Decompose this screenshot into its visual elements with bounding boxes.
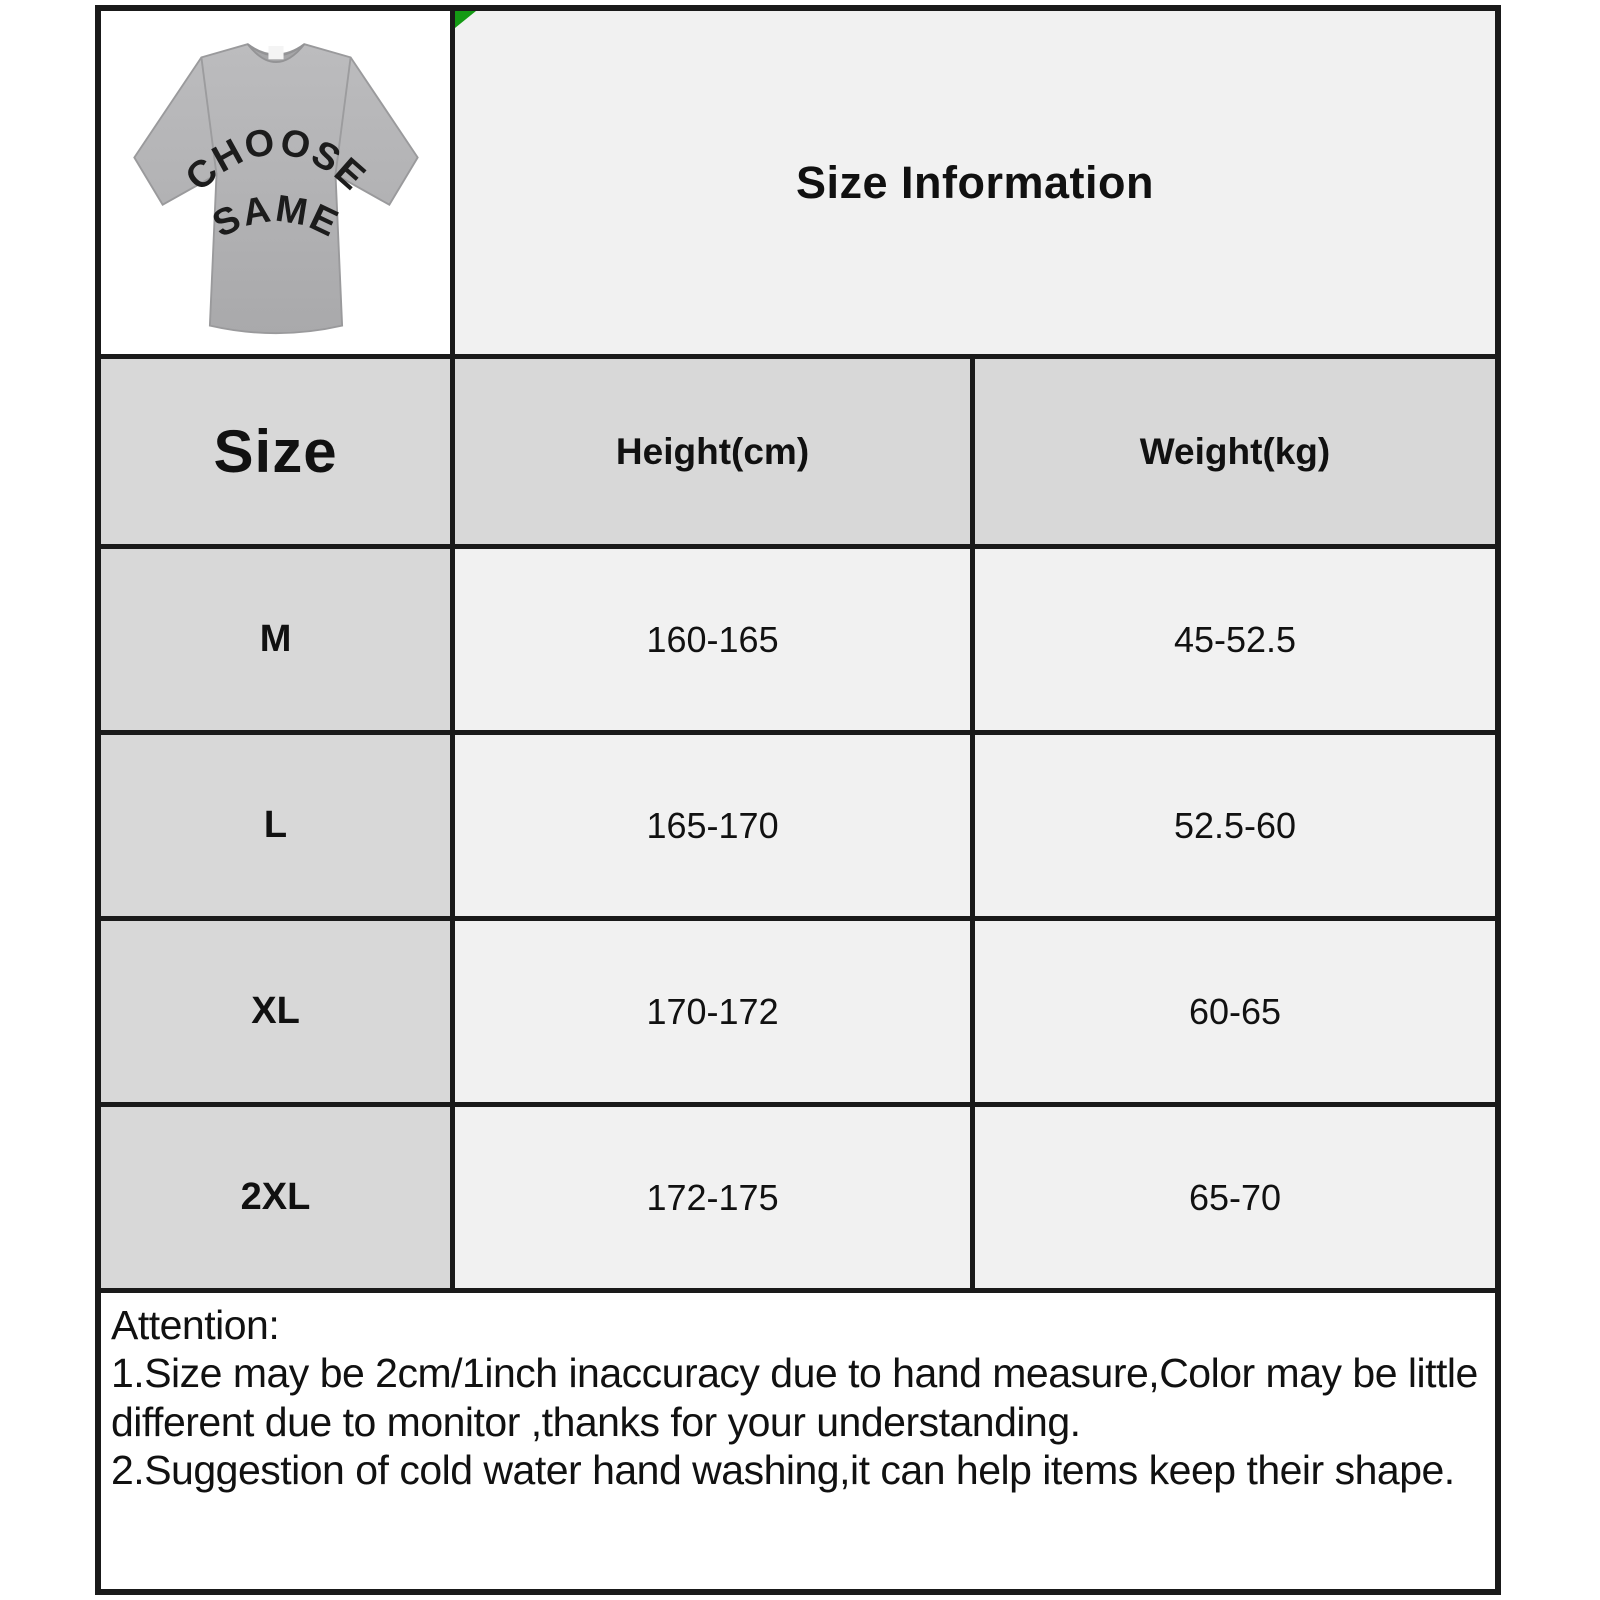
tshirt-image [106, 15, 446, 351]
size-label: M [101, 549, 455, 730]
print-text-line1: CHOOSE [177, 120, 374, 199]
size-label: XL [101, 921, 455, 1102]
height-value: 170-172 [455, 921, 975, 1102]
attention-note-1: 1.Size may be 2cm/1inch inaccuracy due to hand measure,Color may be little different due to monitor ,thanks for your understanding. [111, 1350, 1478, 1445]
column-header-height: Height(cm) [455, 359, 975, 544]
table-row-l [101, 735, 1495, 921]
tshirt-body [134, 44, 417, 333]
height-value: 165-170 [455, 735, 975, 916]
weight-value: 60-65 [975, 921, 1495, 1102]
size-label: L [101, 735, 455, 916]
height-value: 172-175 [455, 1107, 975, 1288]
table-row-xl [101, 921, 1495, 1107]
attention-title: Attention: [111, 1302, 280, 1348]
print-text-line2: SAME [205, 187, 346, 246]
attention-section [101, 1293, 1495, 1589]
size-chart-sheet [95, 5, 1501, 1595]
collar-label [268, 46, 283, 59]
height-value: 160-165 [455, 549, 975, 730]
table-row-2xl [101, 1107, 1495, 1293]
weight-value: 52.5-60 [975, 735, 1495, 916]
attention-note-2: 2.Suggestion of cold water hand washing,it can help items keep their shape. [111, 1447, 1455, 1494]
top-row [101, 11, 1495, 359]
column-header-size: Size [101, 359, 455, 544]
table-header-row [101, 359, 1495, 549]
table-row-m [101, 549, 1495, 735]
column-header-weight: Weight(kg) [975, 359, 1495, 544]
page-title: Size Information [796, 156, 1155, 208]
weight-value: 45-52.5 [975, 549, 1495, 730]
green-corner-flag-icon [455, 11, 476, 28]
weight-value: 65-70 [975, 1107, 1495, 1288]
title-cell [455, 11, 1495, 354]
size-label: 2XL [101, 1107, 455, 1288]
product-photo-cell [101, 11, 455, 354]
